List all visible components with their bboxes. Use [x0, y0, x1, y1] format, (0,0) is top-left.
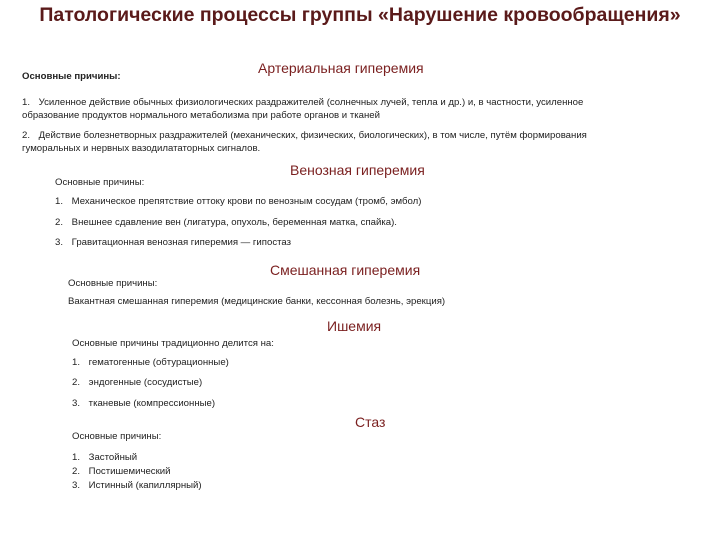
mixed-heading: Смешанная гиперемия	[270, 262, 421, 278]
mixed-causes-label: Основные причины:	[68, 278, 158, 289]
venous-heading: Венозная гиперемия	[290, 162, 425, 178]
arterial-heading: Артериальная гиперемия	[258, 60, 424, 76]
venous-item-3: 3. Гравитационная венозная гиперемия — гипостаз	[55, 237, 292, 248]
stasis-heading: Стаз	[355, 414, 386, 430]
venous-item-2: 2. Внешнее сдавление вен (лигатура, опухоль, беременная матка, спайка).	[55, 217, 397, 228]
ischemia-heading: Ишемия	[327, 318, 382, 334]
arterial-item-2: 2. Действие болезнетворных раздражителей (механических, физических, биологических), в том числе, путём формирования гуморальных и нервных вазодилататорных сигналов.	[22, 130, 587, 154]
ischemia-item-1: 1. гематогенные (обтурационные)	[72, 357, 229, 368]
venous-item-1: 1. Механическое препятствие оттоку крови по венозным сосудам (тромб, эмбол)	[55, 196, 422, 207]
mixed-text: Вакантная смешанная гиперемия (медицинские банки, кессонная болезнь, эрекция)	[68, 296, 446, 307]
arterial-causes-label: Основные причины:	[22, 71, 121, 82]
arterial-item-1: 1. Усиленное действие обычных физиологических раздражителей (солнечных лучей, тепла и др.) и, в частности, усиленное образование продуктов нормального метаболизма при работе органов и тканей	[22, 97, 584, 121]
ischemia-item-3: 3. тканевые (компрессионные)	[72, 398, 216, 409]
stasis-item-1: 1. Застойный	[72, 452, 138, 463]
page-title: Патологические процессы группы «Нарушение кровообращения»	[39, 4, 681, 26]
venous-causes-label: Основные причины:	[55, 177, 145, 188]
ischemia-causes-label: Основные причины традиционно делится на:	[72, 338, 274, 349]
stasis-causes-label: Основные причины:	[72, 431, 162, 442]
ischemia-item-2: 2. эндогенные (сосудистые)	[72, 377, 203, 388]
stasis-item-2: 2. Постишемический	[72, 466, 171, 477]
stasis-item-3: 3. Истинный (капиллярный)	[72, 480, 202, 491]
